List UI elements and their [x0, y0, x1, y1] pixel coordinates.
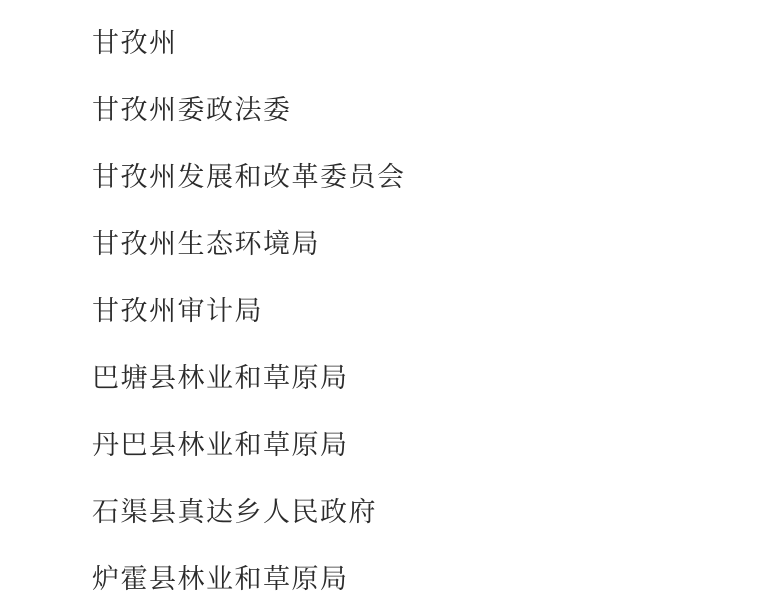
document-line: 甘孜州委政法委	[92, 95, 292, 126]
document-line: 石渠县真达乡人民政府	[92, 497, 377, 528]
document-line: 丹巴县林业和草原局	[92, 430, 349, 461]
document-line: 甘孜州审计局	[92, 296, 263, 327]
document-line: 甘孜州发展和改革委员会	[92, 162, 406, 193]
document-line: 甘孜州	[92, 28, 178, 59]
document-line: 甘孜州生态环境局	[92, 229, 320, 260]
document-line: 巴塘县林业和草原局	[92, 363, 349, 394]
document-line: 炉霍县林业和草原局	[92, 564, 349, 595]
